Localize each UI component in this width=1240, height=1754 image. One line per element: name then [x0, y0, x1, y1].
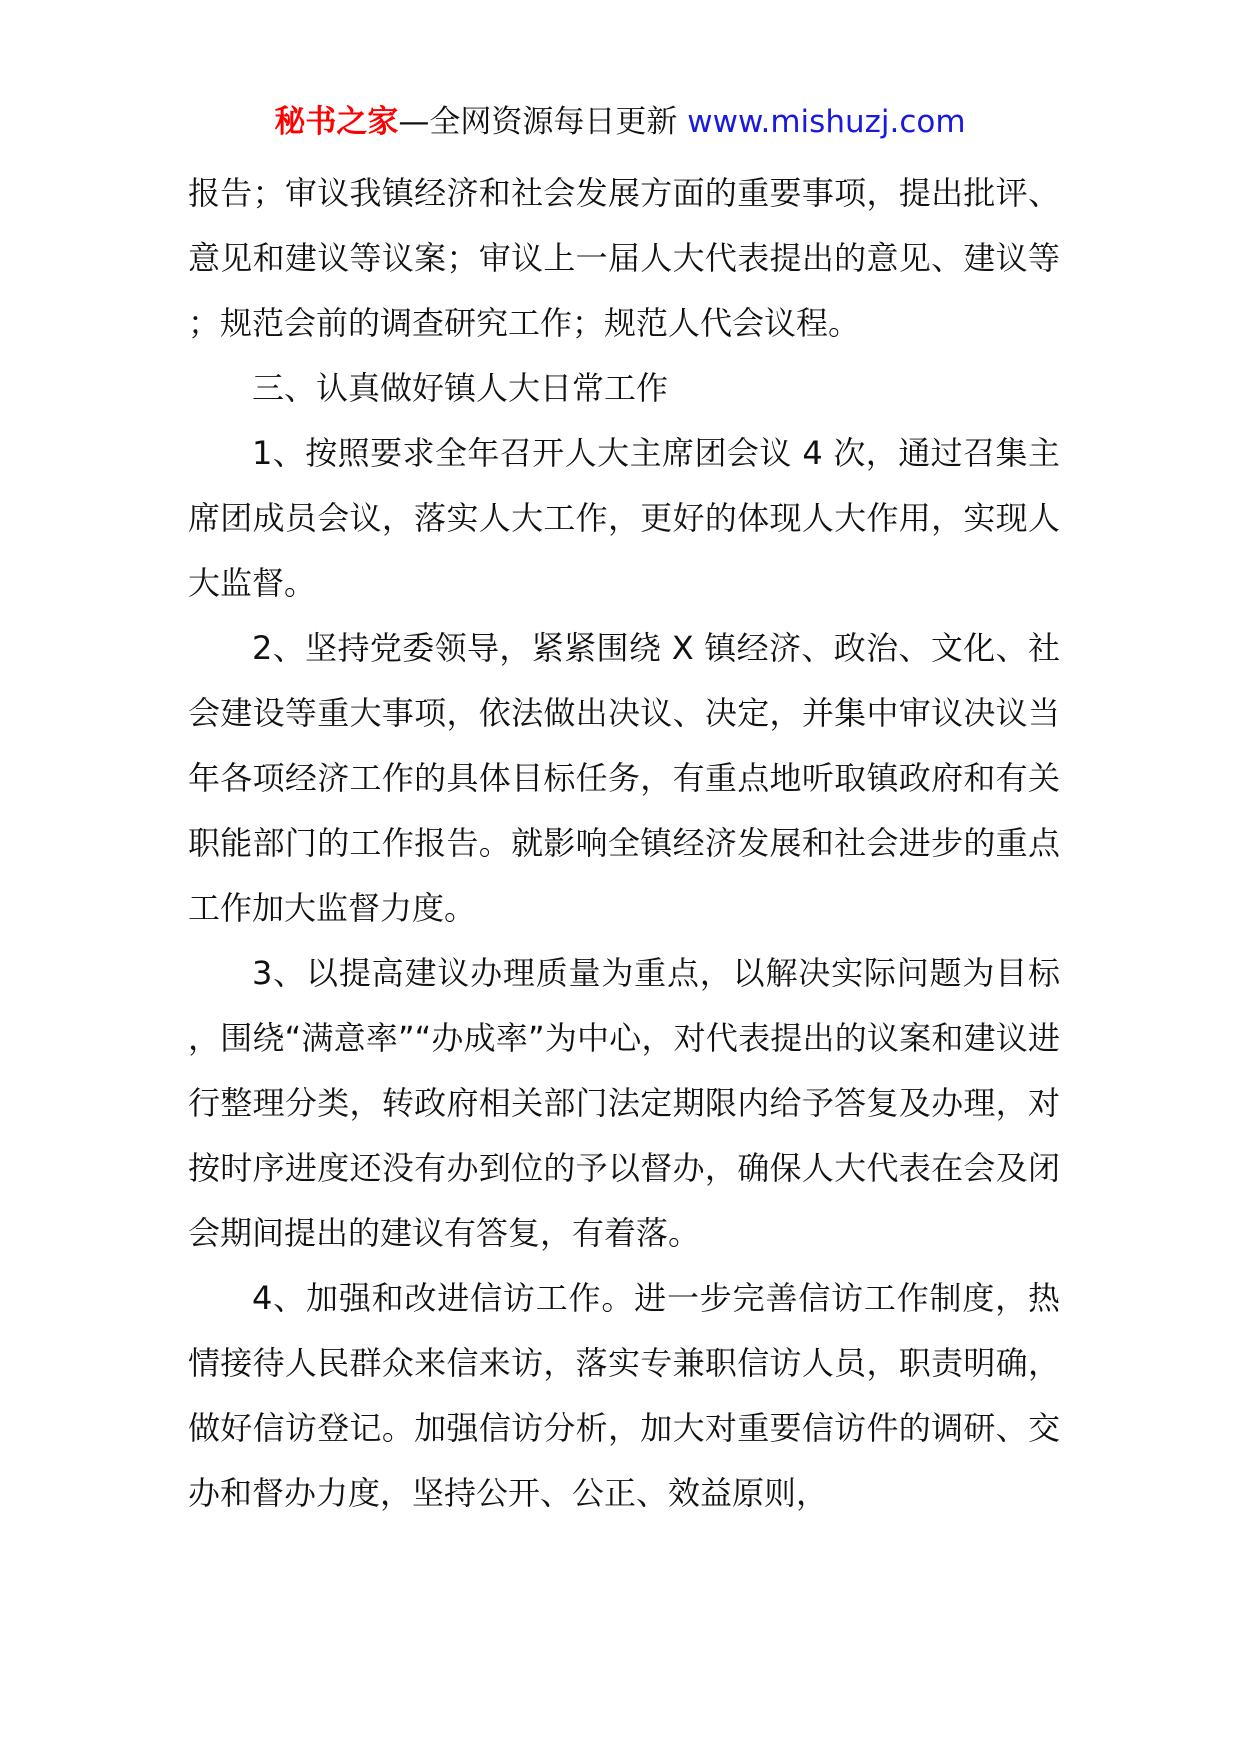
site-url-link[interactable]: www.mishuzj.com	[687, 104, 966, 140]
paragraph-item-3: 3、以提高建议办理质量为重点，以解决实际问题为目标，围绕“满意率”“办成率”为中心，对代表提出的议案和建议进行整理分类，转政府相关部门法定期限内给予答复及办理，对按时序进度还没有办到位的予以督办，确保人大代表在会及闭会期间提出的建议有答复，有着落。	[188, 954, 1060, 1252]
paragraph-continuation: 报告；审议我镇经济和社会发展方面的重要事项，提出批评、意见和建议等议案；审议上一届人大代表提出的意见、建议等；规范会前的调查研究工作；规范人代会议程。	[188, 174, 1060, 342]
paragraph-item-1: 1、按照要求全年召开人大主席团会议 4 次，通过召集主席团成员会议，落实人大工作，更好的体现人大作用，实现人大监督。	[188, 434, 1060, 602]
page-header	[0, 100, 1240, 144]
paragraph-item-2: 2、坚持党委领导，紧紧围绕 X 镇经济、政治、文化、社会建设等重大事项，依法做出决议、决定，并集中审议决议当年各项经济工作的具体目标任务，有重点地听取镇政府和有关职能部门的工作报告。就影响全镇经济发展和社会进步的重点工作加大监督力度。	[188, 629, 1060, 927]
site-brand: 秘书之家	[274, 104, 399, 140]
document-body	[188, 161, 1060, 1526]
paragraph-item-4: 4、加强和改进信访工作。进一步完善信访工作制度，热情接待人民群众来信来访，落实专兼职信访人员，职责明确，做好信访登记。加强信访分析，加大对重要信访件的调研、交办和督办力度，坚持公开、公正、效益原则，	[188, 1279, 1060, 1512]
section-heading: 三、认真做好镇人大日常工作	[252, 369, 669, 407]
site-slogan: —全网资源每日更新	[398, 104, 678, 140]
